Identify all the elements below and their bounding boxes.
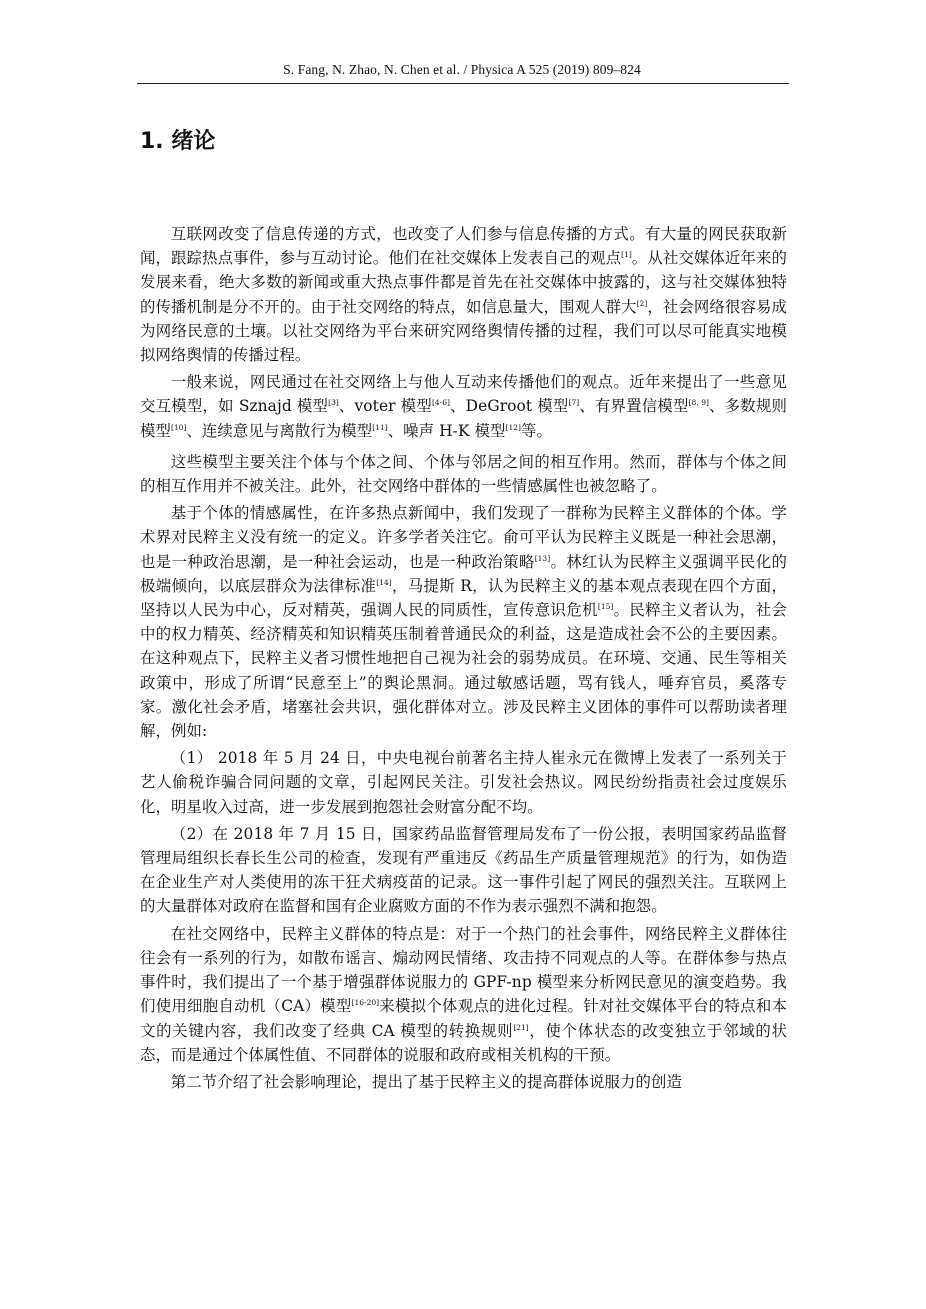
citation-ref: [2]	[636, 298, 648, 308]
citation-ref: [8, 9]	[688, 398, 709, 408]
citation-ref: [15]	[597, 602, 614, 612]
paragraph: 互联网改变了信息传递的方式，也改变了人们参与信息传播的方式。有大量的网民获取新闻，跟踪热点事件，参与互动讨论。他们在社交媒体上发表自己的观点[1]。从社交媒体近年来的发展来看，绝大多数的新闻或重大热点事件都是首先在社交媒体中披露的，这与社交媒体独特的传播机制是分不开的。由于社交网络的特点，如信息量大，围观人群大[2]，社会网络很容易成为网络民意的土壤。以社交网络为平台来研究网络舆情传播的过程，我们可以尽可能真实地模拟网络舆情的传播过程。	[140, 225, 788, 365]
citation-ref: [4-6]	[431, 398, 450, 408]
paragraph: （2）在 2018 年 7 月 15 日，国家药品监督管理局发布了一份公报，表明国家药品监督管理局组织长春长生公司的检查，发现有严重违反《药品生产质量管理规范》的行为，如伪造在企业生产对人类使用的冻干狂犬病疫苗的记录。这一事件引起了网民的强烈关注。互联网上的大量群体对政府在监督和国有企业腐败方面的不作为表示强烈不满和抱怨。	[140, 824, 787, 916]
citation-ref: [14]	[376, 577, 392, 587]
paragraph: 第二节介绍了社会影响理论，提出了基于民粹主义的提高群体说服力的创造	[170, 1072, 682, 1091]
paragraph: （1） 2018 年 5 月 24 日，中央电视台前著名主持人崔永元在微博上发表了一系列关于艺人偷税诈骗合同问题的文章，引起网民关注。引发社会热议。网民纷纷指责社会过度娱乐化，明星收入过高，进一步发展到抱怨社会财富分配不均。	[140, 749, 787, 816]
citation-ref: [3]	[328, 398, 339, 408]
header-rule	[137, 83, 789, 84]
paragraph: 在社交网络中，民粹主义群体的特点是：对于一个热门的社会事件，网络民粹主义群体往往会有一系列的行为，如散布谣言、煽动网民情绪、攻击持不同观点的人等。在群体参与热点事件时，我们提出了一个基于增强群体说服力的 GPF-np 模型来分析网民意见的演变趋势。我们使用细胞自动机（CA）模型[16-20]来模拟个体观点的进化过程。针对社交媒体平台的特点和本文的关键内容，我们改变了经典 CA 模型的转换规则[21]，使个体状态的改变独立于邻域的状态，而是通过个体属性值、不同群体的说服和政府或相关机构的干预。	[140, 924, 787, 1064]
paragraph: 一般来说，网民通过在社交网络上与他人互动来传播他们的观点。近年来提出了一些意见交互模型，如 Sznajd 模型[3]、voter 模型[4-6]、DeGroot 模型[7]、有界置信模型[8, 9]、多数规则模型[10]、连续意见与离散行为模型[11]、噪声 H-K 模型[12]等。	[140, 373, 788, 440]
paragraph: 基于个体的情感属性，在许多热点新闻中，我们发现了一群称为民粹主义群体的个体。学术界对民粹主义没有统一的定义。许多学者关注它。俞可平认为民粹主义既是一种社会思潮，也是一种政治思潮，是一种社会运动，也是一种政治策略[13]。林红认为民粹主义强调平民化的极端倾向，以底层群众为法律标准[14]，马提斯 R，认为民粹主义的基本观点表现在四个方面，坚持以人民为中心，反对精英，强调人民的同质性，宣传意识危机[15]。民粹主义者认为，社会中的权力精英、经济精英和知识精英压制着普通民众的利益，这是造成社会不公的主要因素。在这种观点下，民粹主义者习惯性地把自己视为社会的弱势成员。在环境、交通、民生等相关政策中，形成了所谓“民意至上”的舆论黑洞。通过敏感话题，骂有钱人，唾弃官员，奚落专家。激化社会矛盾，堵塞社会共识，强化群体对立。涉及民粹主义团体的事件可以帮助读者理解，例如:	[140, 504, 787, 741]
citation-ref: [11]	[372, 422, 388, 432]
section-title: 1. 绪论	[140, 129, 216, 154]
citation-ref: [21]	[513, 1022, 529, 1032]
citation-ref: [16-20]	[351, 998, 380, 1008]
body-text	[140, 222, 787, 1094]
running-header: S. Fang, N. Zhao, N. Chen et al. / Physica A 525 (2019) 809–824	[283, 62, 641, 77]
citation-ref: [7]	[568, 398, 580, 408]
citation-ref: [13]	[534, 553, 551, 563]
citation-ref: [1]	[621, 250, 632, 260]
paragraph: 这些模型主要关注个体与个体之间、个体与邻居之间的相互作用。然而，群体与个体之间的相互作用并不被关注。此外，社交网络中群体的一些情感属性也被忽略了。	[140, 452, 787, 496]
citation-ref: [10]	[170, 422, 187, 432]
citation-ref: [12]	[505, 422, 521, 432]
